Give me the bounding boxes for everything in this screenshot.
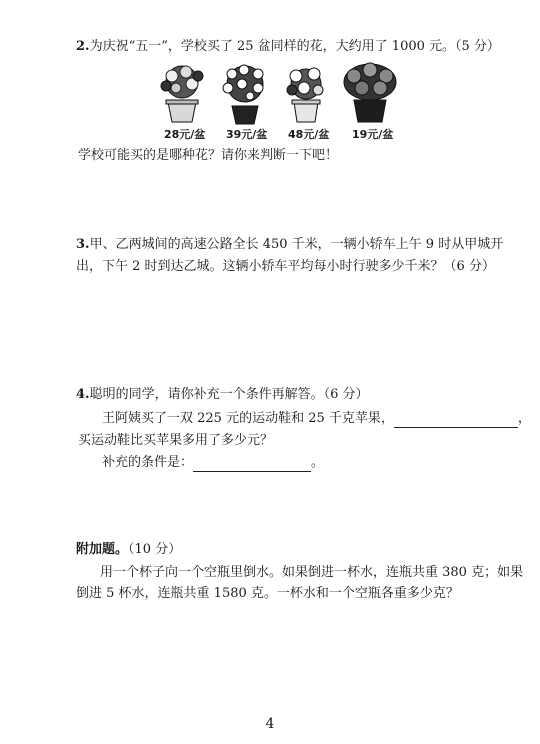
- flower-price-3: 48元/盆: [288, 128, 330, 141]
- q2-question: 学校可能买的是哪种花？请你来判断一下吧！: [78, 148, 339, 163]
- q4-answer-blank-1[interactable]: [394, 413, 518, 428]
- q4-condition: [102, 454, 324, 472]
- potted-flower-icon-1: [156, 62, 208, 126]
- q3-line-1: [76, 236, 503, 254]
- q2-number: 2.: [76, 39, 90, 54]
- q4-heading: [76, 386, 368, 404]
- extra-heading: [76, 541, 181, 559]
- q4-text-1: 王阿姨买了一双 225 元的运动鞋和 25 千克苹果，: [102, 411, 394, 426]
- q4-condition-blank[interactable]: [193, 457, 311, 472]
- flower-price-1: 28元/盆: [164, 128, 206, 141]
- extra-line-1: 用一个杯子向一个空瓶里倒水。如果倒进一杯水，连瓶共重 380 克；如果: [100, 565, 524, 580]
- q4-line-2: 买运动鞋比买苹果多用了多少元？: [78, 433, 274, 448]
- q4-condition-end: 。: [311, 455, 325, 470]
- q3-text-1: 甲、乙两城间的高速公路全长 450 千米，一辆小轿车上午 9 时从甲城开: [89, 237, 504, 252]
- q2-text: 为庆祝“五一”，学校买了 25 盆同样的花，大约用了 1000 元。（5 分）: [89, 39, 500, 54]
- q4-condition-label: 补充的条件是：: [102, 455, 194, 470]
- extra-points: （10 分）: [128, 542, 182, 557]
- potted-flower-icon-2: [218, 62, 272, 126]
- flower-price-4: 19元/盆: [352, 128, 394, 141]
- q4-line-1-end: ，: [517, 411, 531, 426]
- q4-number: 4.: [76, 387, 90, 402]
- page-number: 4: [265, 716, 275, 732]
- extra-line-2: 倒进 5 杯水，连瓶共重 1580 克。一杯水和一个空瓶各重多少克？: [76, 586, 459, 601]
- q4-line-1: [102, 410, 531, 428]
- q4-intro: 聪明的同学，请你补充一个条件再解答。（6 分）: [89, 387, 369, 402]
- potted-flower-icon-4: [340, 60, 400, 126]
- flower-price-2: 39元/盆: [226, 128, 268, 141]
- q3-line-2: 出，下午 2 时到达乙城。这辆小轿车平均每小时行驶多少千米？（6 分）: [76, 259, 495, 274]
- q3-number: 3.: [76, 237, 90, 252]
- q2-heading: [76, 38, 500, 56]
- extra-title: 附加题。: [76, 542, 129, 557]
- potted-flower-icon-3: [282, 62, 330, 126]
